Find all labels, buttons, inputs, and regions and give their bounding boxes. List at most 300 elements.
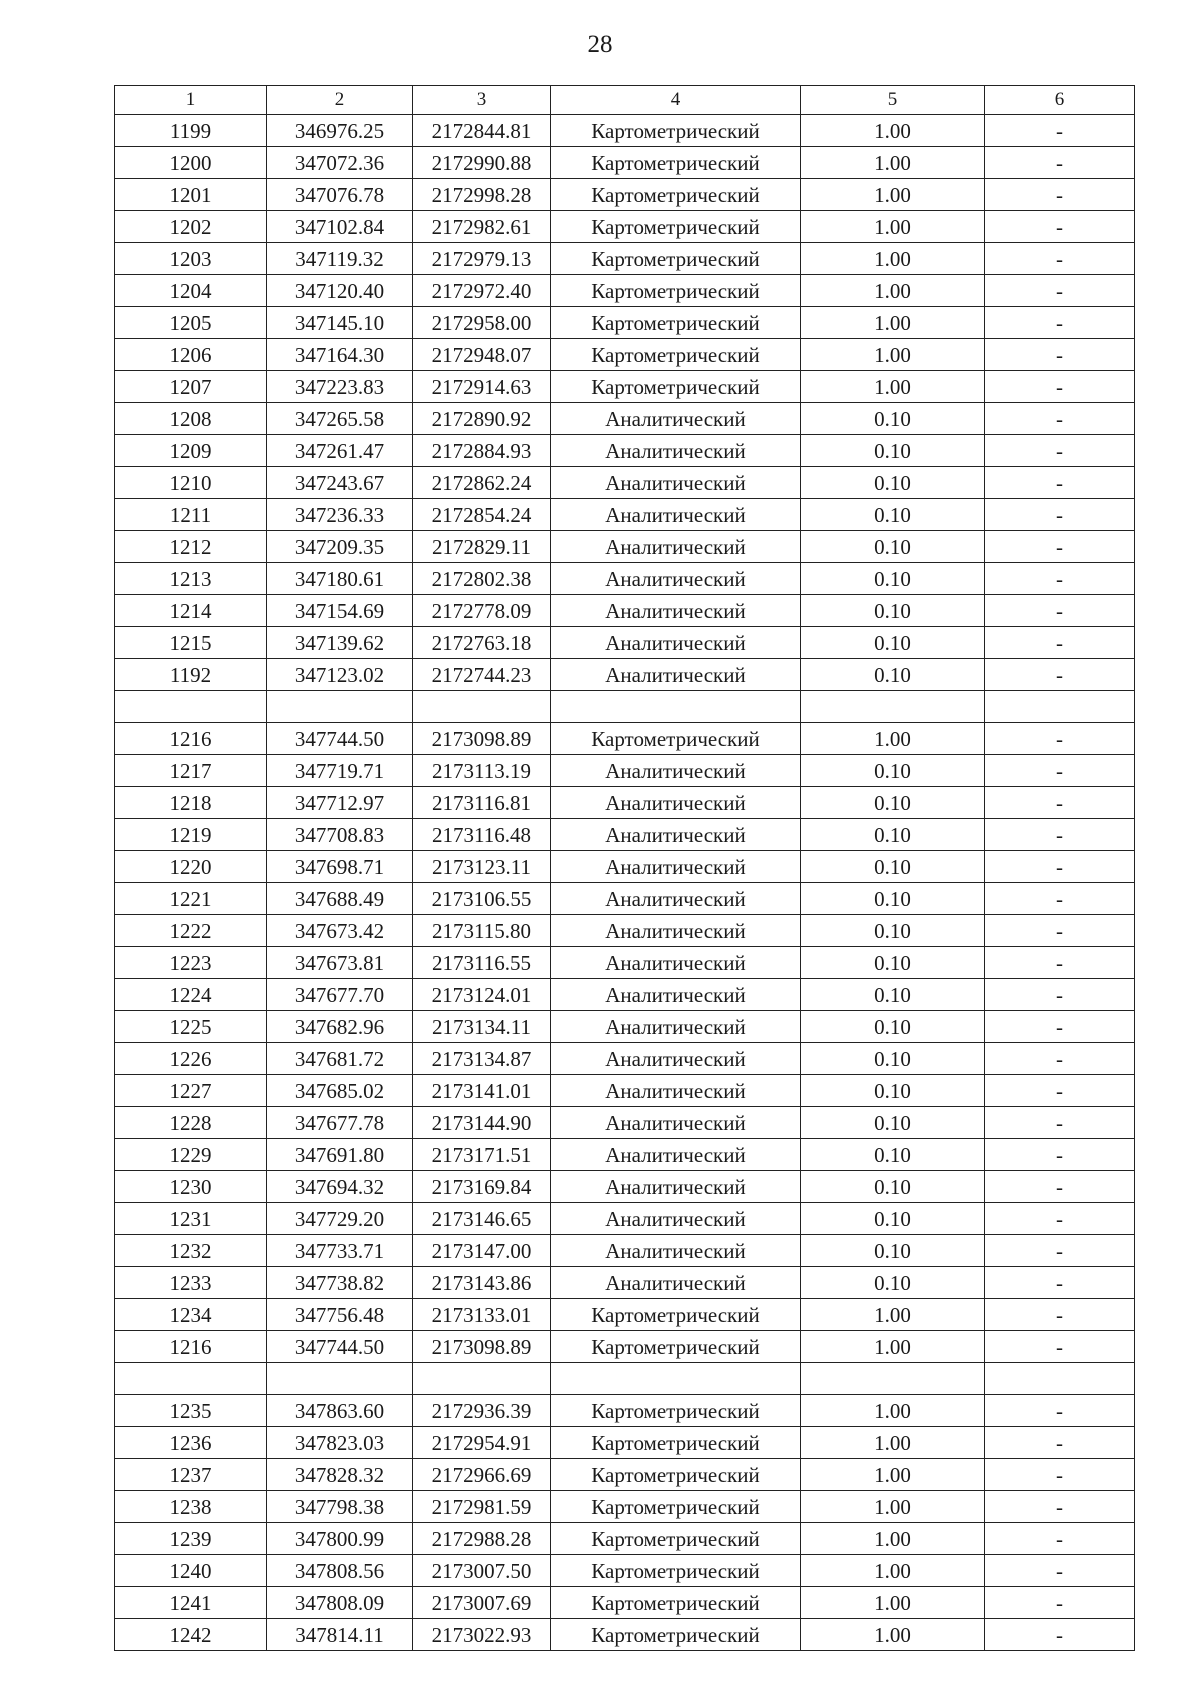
cell-method: Аналитический: [551, 787, 801, 819]
table-row: [115, 1331, 1135, 1363]
cell-x-coordinate: 347139.62: [267, 627, 413, 659]
cell-y-coordinate: 2172936.39: [413, 1395, 551, 1427]
cell-x-coordinate: 346976.25: [267, 115, 413, 147]
cell-x-coordinate: 347814.11: [267, 1619, 413, 1651]
table-row: [115, 435, 1135, 467]
cell-method: [551, 691, 801, 723]
cell-description: -: [985, 499, 1135, 531]
cell-x-coordinate: 347102.84: [267, 211, 413, 243]
cell-point-number: 1219: [115, 819, 267, 851]
cell-description: -: [985, 979, 1135, 1011]
cell-y-coordinate: 2173123.11: [413, 851, 551, 883]
cell-description: -: [985, 1203, 1135, 1235]
page-number: 28: [587, 31, 613, 58]
cell-x-coordinate: 347265.58: [267, 403, 413, 435]
cell-x-coordinate: 347808.09: [267, 1587, 413, 1619]
cell-accuracy: 0.10: [801, 563, 985, 595]
cell-accuracy: 0.10: [801, 499, 985, 531]
column-header-method: 4: [551, 86, 801, 115]
cell-y-coordinate: 2172914.63: [413, 371, 551, 403]
cell-method: Картометрический: [551, 307, 801, 339]
cell-method: Аналитический: [551, 659, 801, 691]
cell-y-coordinate: 2173134.11: [413, 1011, 551, 1043]
cell-x-coordinate: 347682.96: [267, 1011, 413, 1043]
cell-method: Картометрический: [551, 1427, 801, 1459]
cell-y-coordinate: 2173106.55: [413, 883, 551, 915]
cell-method: Аналитический: [551, 531, 801, 563]
cell-y-coordinate: 2173171.51: [413, 1139, 551, 1171]
table-row: [115, 563, 1135, 595]
cell-accuracy: 0.10: [801, 403, 985, 435]
cell-y-coordinate: 2173116.48: [413, 819, 551, 851]
cell-method: Аналитический: [551, 979, 801, 1011]
cell-x-coordinate: 347681.72: [267, 1043, 413, 1075]
cell-description: -: [985, 947, 1135, 979]
table-row: [115, 915, 1135, 947]
cell-accuracy: 1.00: [801, 1395, 985, 1427]
cell-x-coordinate: 347800.99: [267, 1523, 413, 1555]
cell-point-number: 1223: [115, 947, 267, 979]
cell-point-number: 1229: [115, 1139, 267, 1171]
cell-accuracy: 0.10: [801, 979, 985, 1011]
cell-point-number: 1210: [115, 467, 267, 499]
header-row: [115, 86, 1135, 115]
cell-description: -: [985, 1523, 1135, 1555]
cell-method: Картометрический: [551, 147, 801, 179]
cell-x-coordinate: 347154.69: [267, 595, 413, 627]
cell-method: Аналитический: [551, 1203, 801, 1235]
cell-description: -: [985, 755, 1135, 787]
cell-method: Картометрический: [551, 1299, 801, 1331]
cell-description: -: [985, 659, 1135, 691]
cell-description: -: [985, 179, 1135, 211]
cell-method: Картометрический: [551, 211, 801, 243]
cell-point-number: 1231: [115, 1203, 267, 1235]
cell-point-number: 1242: [115, 1619, 267, 1651]
cell-y-coordinate: 2172862.24: [413, 467, 551, 499]
cell-accuracy: 0.10: [801, 851, 985, 883]
table-row: [115, 211, 1135, 243]
table-row: [115, 275, 1135, 307]
cell-description: -: [985, 1427, 1135, 1459]
cell-accuracy: 1.00: [801, 723, 985, 755]
cell-x-coordinate: 347823.03: [267, 1427, 413, 1459]
cell-x-coordinate: 347712.97: [267, 787, 413, 819]
cell-y-coordinate: 2173113.19: [413, 755, 551, 787]
cell-x-coordinate: 347719.71: [267, 755, 413, 787]
cell-accuracy: 1.00: [801, 179, 985, 211]
cell-y-coordinate: 2173144.90: [413, 1107, 551, 1139]
cell-accuracy: 0.10: [801, 1203, 985, 1235]
cell-description: [985, 691, 1135, 723]
table-row: [115, 1075, 1135, 1107]
cell-x-coordinate: 347243.67: [267, 467, 413, 499]
table-row: [115, 531, 1135, 563]
cell-point-number: 1199: [115, 115, 267, 147]
cell-x-coordinate: 347677.78: [267, 1107, 413, 1139]
cell-point-number: [115, 691, 267, 723]
cell-method: Аналитический: [551, 851, 801, 883]
cell-x-coordinate: 347209.35: [267, 531, 413, 563]
table-header: [115, 86, 1135, 115]
cell-description: -: [985, 787, 1135, 819]
cell-y-coordinate: 2172884.93: [413, 435, 551, 467]
cell-method: Аналитический: [551, 467, 801, 499]
table-row: [115, 947, 1135, 979]
cell-description: -: [985, 211, 1135, 243]
cell-y-coordinate: 2172958.00: [413, 307, 551, 339]
cell-description: -: [985, 1235, 1135, 1267]
cell-y-coordinate: 2172979.13: [413, 243, 551, 275]
table-row: [115, 723, 1135, 755]
cell-point-number: 1236: [115, 1427, 267, 1459]
table-row: [115, 1299, 1135, 1331]
table-row-separator: [115, 1363, 1135, 1395]
table-row: [115, 1459, 1135, 1491]
cell-accuracy: 0.10: [801, 531, 985, 563]
cell-y-coordinate: 2172854.24: [413, 499, 551, 531]
cell-method: Картометрический: [551, 1491, 801, 1523]
cell-accuracy: 1.00: [801, 115, 985, 147]
table-row: [115, 1619, 1135, 1651]
table-row: [115, 659, 1135, 691]
cell-x-coordinate: [267, 1363, 413, 1395]
cell-y-coordinate: 2173116.55: [413, 947, 551, 979]
cell-point-number: 1192: [115, 659, 267, 691]
cell-y-coordinate: 2172966.69: [413, 1459, 551, 1491]
cell-description: -: [985, 467, 1135, 499]
cell-method: Аналитический: [551, 1235, 801, 1267]
cell-x-coordinate: 347688.49: [267, 883, 413, 915]
cell-method: Аналитический: [551, 1139, 801, 1171]
cell-y-coordinate: 2173133.01: [413, 1299, 551, 1331]
cell-point-number: 1208: [115, 403, 267, 435]
cell-accuracy: 0.10: [801, 435, 985, 467]
table-row: [115, 1139, 1135, 1171]
cell-method: Картометрический: [551, 1587, 801, 1619]
cell-x-coordinate: 347863.60: [267, 1395, 413, 1427]
cell-point-number: 1200: [115, 147, 267, 179]
cell-method: Аналитический: [551, 1011, 801, 1043]
cell-accuracy: 0.10: [801, 467, 985, 499]
cell-accuracy: 1.00: [801, 339, 985, 371]
cell-y-coordinate: 2172954.91: [413, 1427, 551, 1459]
table-row: [115, 627, 1135, 659]
cell-method: Аналитический: [551, 947, 801, 979]
cell-accuracy: 0.10: [801, 659, 985, 691]
table-row: [115, 179, 1135, 211]
column-header-accuracy: 5: [801, 86, 985, 115]
cell-accuracy: 0.10: [801, 1235, 985, 1267]
cell-description: -: [985, 1395, 1135, 1427]
cell-method: [551, 1363, 801, 1395]
cell-description: -: [985, 1075, 1135, 1107]
cell-x-coordinate: 347808.56: [267, 1555, 413, 1587]
cell-y-coordinate: 2172982.61: [413, 211, 551, 243]
cell-description: -: [985, 1619, 1135, 1651]
cell-method: Картометрический: [551, 339, 801, 371]
table-row: [115, 1491, 1135, 1523]
cell-accuracy: 1.00: [801, 1491, 985, 1523]
cell-y-coordinate: 2173007.69: [413, 1587, 551, 1619]
cell-description: -: [985, 1267, 1135, 1299]
cell-y-coordinate: 2173141.01: [413, 1075, 551, 1107]
cell-accuracy: 1.00: [801, 307, 985, 339]
cell-y-coordinate: 2173098.89: [413, 1331, 551, 1363]
cell-point-number: 1238: [115, 1491, 267, 1523]
cell-y-coordinate: 2172744.23: [413, 659, 551, 691]
table-row: [115, 819, 1135, 851]
cell-point-number: 1209: [115, 435, 267, 467]
cell-y-coordinate: 2172802.38: [413, 563, 551, 595]
cell-x-coordinate: 347685.02: [267, 1075, 413, 1107]
cell-method: Картометрический: [551, 1395, 801, 1427]
cell-y-coordinate: 2172998.28: [413, 179, 551, 211]
column-header-description: 6: [985, 86, 1135, 115]
cell-method: Картометрический: [551, 1555, 801, 1587]
cell-point-number: 1225: [115, 1011, 267, 1043]
cell-description: -: [985, 275, 1135, 307]
cell-point-number: 1203: [115, 243, 267, 275]
cell-x-coordinate: 347072.36: [267, 147, 413, 179]
table-row: [115, 883, 1135, 915]
cell-point-number: 1235: [115, 1395, 267, 1427]
cell-y-coordinate: 2173115.80: [413, 915, 551, 947]
cell-description: [985, 1363, 1135, 1395]
cell-method: Картометрический: [551, 371, 801, 403]
cell-y-coordinate: 2173134.87: [413, 1043, 551, 1075]
table-row: [115, 787, 1135, 819]
cell-y-coordinate: 2173124.01: [413, 979, 551, 1011]
cell-y-coordinate: [413, 1363, 551, 1395]
table-row: [115, 1203, 1135, 1235]
table-row: [115, 755, 1135, 787]
table-row: [115, 1267, 1135, 1299]
cell-x-coordinate: 347673.81: [267, 947, 413, 979]
table-row: [115, 1555, 1135, 1587]
cell-accuracy: 1.00: [801, 147, 985, 179]
cell-description: -: [985, 1299, 1135, 1331]
cell-point-number: 1202: [115, 211, 267, 243]
cell-description: -: [985, 115, 1135, 147]
cell-point-number: 1237: [115, 1459, 267, 1491]
cell-description: -: [985, 1555, 1135, 1587]
cell-point-number: 1216: [115, 723, 267, 755]
cell-point-number: 1215: [115, 627, 267, 659]
cell-method: Аналитический: [551, 1267, 801, 1299]
table-row: [115, 595, 1135, 627]
table-row: [115, 403, 1135, 435]
cell-x-coordinate: 347123.02: [267, 659, 413, 691]
cell-y-coordinate: 2173169.84: [413, 1171, 551, 1203]
cell-method: Картометрический: [551, 115, 801, 147]
cell-method: Картометрический: [551, 1523, 801, 1555]
table-row: [115, 979, 1135, 1011]
cell-accuracy: 1.00: [801, 1459, 985, 1491]
cell-accuracy: 0.10: [801, 1139, 985, 1171]
cell-method: Аналитический: [551, 1043, 801, 1075]
cell-description: -: [985, 1459, 1135, 1491]
cell-y-coordinate: 2172948.07: [413, 339, 551, 371]
cell-method: Картометрический: [551, 723, 801, 755]
cell-method: Аналитический: [551, 755, 801, 787]
cell-point-number: 1222: [115, 915, 267, 947]
table-row: [115, 467, 1135, 499]
cell-description: -: [985, 627, 1135, 659]
cell-x-coordinate: 347677.70: [267, 979, 413, 1011]
cell-method: Аналитический: [551, 595, 801, 627]
table-row: [115, 147, 1135, 179]
cell-x-coordinate: 347261.47: [267, 435, 413, 467]
table-row: [115, 1107, 1135, 1139]
cell-x-coordinate: 347119.32: [267, 243, 413, 275]
cell-point-number: 1221: [115, 883, 267, 915]
cell-y-coordinate: 2172829.11: [413, 531, 551, 563]
cell-accuracy: 0.10: [801, 755, 985, 787]
cell-point-number: 1234: [115, 1299, 267, 1331]
cell-description: -: [985, 307, 1135, 339]
cell-point-number: 1216: [115, 1331, 267, 1363]
cell-description: -: [985, 819, 1135, 851]
cell-method: Аналитический: [551, 883, 801, 915]
cell-x-coordinate: 347691.80: [267, 1139, 413, 1171]
cell-y-coordinate: 2172988.28: [413, 1523, 551, 1555]
cell-method: Картометрический: [551, 1619, 801, 1651]
cell-accuracy: 0.10: [801, 1171, 985, 1203]
cell-method: Картометрический: [551, 1459, 801, 1491]
cell-y-coordinate: [413, 691, 551, 723]
cell-x-coordinate: 347756.48: [267, 1299, 413, 1331]
cell-description: -: [985, 435, 1135, 467]
cell-accuracy: 0.10: [801, 595, 985, 627]
cell-x-coordinate: 347694.32: [267, 1171, 413, 1203]
cell-x-coordinate: 347828.32: [267, 1459, 413, 1491]
cell-description: -: [985, 147, 1135, 179]
cell-accuracy: 0.10: [801, 819, 985, 851]
cell-method: Аналитический: [551, 627, 801, 659]
column-header-x-coordinate: 2: [267, 86, 413, 115]
cell-x-coordinate: 347733.71: [267, 1235, 413, 1267]
cell-x-coordinate: 347698.71: [267, 851, 413, 883]
cell-y-coordinate: 2172890.92: [413, 403, 551, 435]
cell-method: Картометрический: [551, 275, 801, 307]
cell-y-coordinate: 2173146.65: [413, 1203, 551, 1235]
cell-accuracy: 0.10: [801, 883, 985, 915]
cell-accuracy: [801, 1363, 985, 1395]
cell-description: -: [985, 339, 1135, 371]
cell-point-number: 1204: [115, 275, 267, 307]
cell-point-number: 1230: [115, 1171, 267, 1203]
table-row: [115, 371, 1135, 403]
cell-accuracy: 1.00: [801, 1587, 985, 1619]
cell-accuracy: 0.10: [801, 1043, 985, 1075]
table-row: [115, 339, 1135, 371]
cell-x-coordinate: 347145.10: [267, 307, 413, 339]
cell-x-coordinate: 347738.82: [267, 1267, 413, 1299]
cell-x-coordinate: [267, 691, 413, 723]
cell-point-number: 1217: [115, 755, 267, 787]
table-row: [115, 307, 1135, 339]
cell-point-number: 1214: [115, 595, 267, 627]
cell-x-coordinate: 347164.30: [267, 339, 413, 371]
cell-x-coordinate: 347223.83: [267, 371, 413, 403]
cell-point-number: 1201: [115, 179, 267, 211]
cell-y-coordinate: 2172981.59: [413, 1491, 551, 1523]
cell-method: Аналитический: [551, 1107, 801, 1139]
cell-description: -: [985, 883, 1135, 915]
cell-method: Картометрический: [551, 179, 801, 211]
cell-description: -: [985, 851, 1135, 883]
cell-y-coordinate: 2172844.81: [413, 115, 551, 147]
cell-point-number: 1227: [115, 1075, 267, 1107]
column-header-point-number: 1: [115, 86, 267, 115]
cell-accuracy: 1.00: [801, 1331, 985, 1363]
table-row: [115, 1043, 1135, 1075]
cell-description: -: [985, 1043, 1135, 1075]
table-row: [115, 1235, 1135, 1267]
cell-x-coordinate: 347076.78: [267, 179, 413, 211]
coordinates-table: [114, 85, 1135, 1651]
cell-accuracy: 0.10: [801, 915, 985, 947]
cell-accuracy: 1.00: [801, 1523, 985, 1555]
cell-description: -: [985, 723, 1135, 755]
table-row: [115, 499, 1135, 531]
table-row: [115, 851, 1135, 883]
table-row: [115, 1011, 1135, 1043]
cell-accuracy: 1.00: [801, 371, 985, 403]
table-row: [115, 115, 1135, 147]
cell-point-number: 1218: [115, 787, 267, 819]
cell-accuracy: 0.10: [801, 1011, 985, 1043]
cell-description: -: [985, 531, 1135, 563]
cell-y-coordinate: 2172778.09: [413, 595, 551, 627]
cell-accuracy: 1.00: [801, 1299, 985, 1331]
cell-method: Аналитический: [551, 499, 801, 531]
cell-point-number: 1241: [115, 1587, 267, 1619]
cell-accuracy: 0.10: [801, 1267, 985, 1299]
cell-point-number: 1207: [115, 371, 267, 403]
cell-method: Аналитический: [551, 563, 801, 595]
table-row-separator: [115, 691, 1135, 723]
table-row: [115, 1395, 1135, 1427]
cell-accuracy: 1.00: [801, 275, 985, 307]
cell-accuracy: 1.00: [801, 1555, 985, 1587]
cell-y-coordinate: 2172763.18: [413, 627, 551, 659]
cell-point-number: 1213: [115, 563, 267, 595]
cell-y-coordinate: 2172990.88: [413, 147, 551, 179]
cell-accuracy: 0.10: [801, 1107, 985, 1139]
cell-method: Аналитический: [551, 403, 801, 435]
cell-y-coordinate: 2173147.00: [413, 1235, 551, 1267]
cell-method: Аналитический: [551, 915, 801, 947]
table-row: [115, 1523, 1135, 1555]
cell-x-coordinate: 347180.61: [267, 563, 413, 595]
cell-accuracy: 0.10: [801, 627, 985, 659]
cell-method: Аналитический: [551, 1171, 801, 1203]
cell-method: Аналитический: [551, 819, 801, 851]
cell-point-number: 1211: [115, 499, 267, 531]
cell-description: -: [985, 563, 1135, 595]
cell-x-coordinate: 347120.40: [267, 275, 413, 307]
cell-x-coordinate: 347798.38: [267, 1491, 413, 1523]
cell-point-number: 1226: [115, 1043, 267, 1075]
cell-point-number: 1232: [115, 1235, 267, 1267]
cell-description: -: [985, 595, 1135, 627]
cell-method: Аналитический: [551, 435, 801, 467]
cell-description: -: [985, 371, 1135, 403]
cell-y-coordinate: 2173116.81: [413, 787, 551, 819]
cell-x-coordinate: 347729.20: [267, 1203, 413, 1235]
